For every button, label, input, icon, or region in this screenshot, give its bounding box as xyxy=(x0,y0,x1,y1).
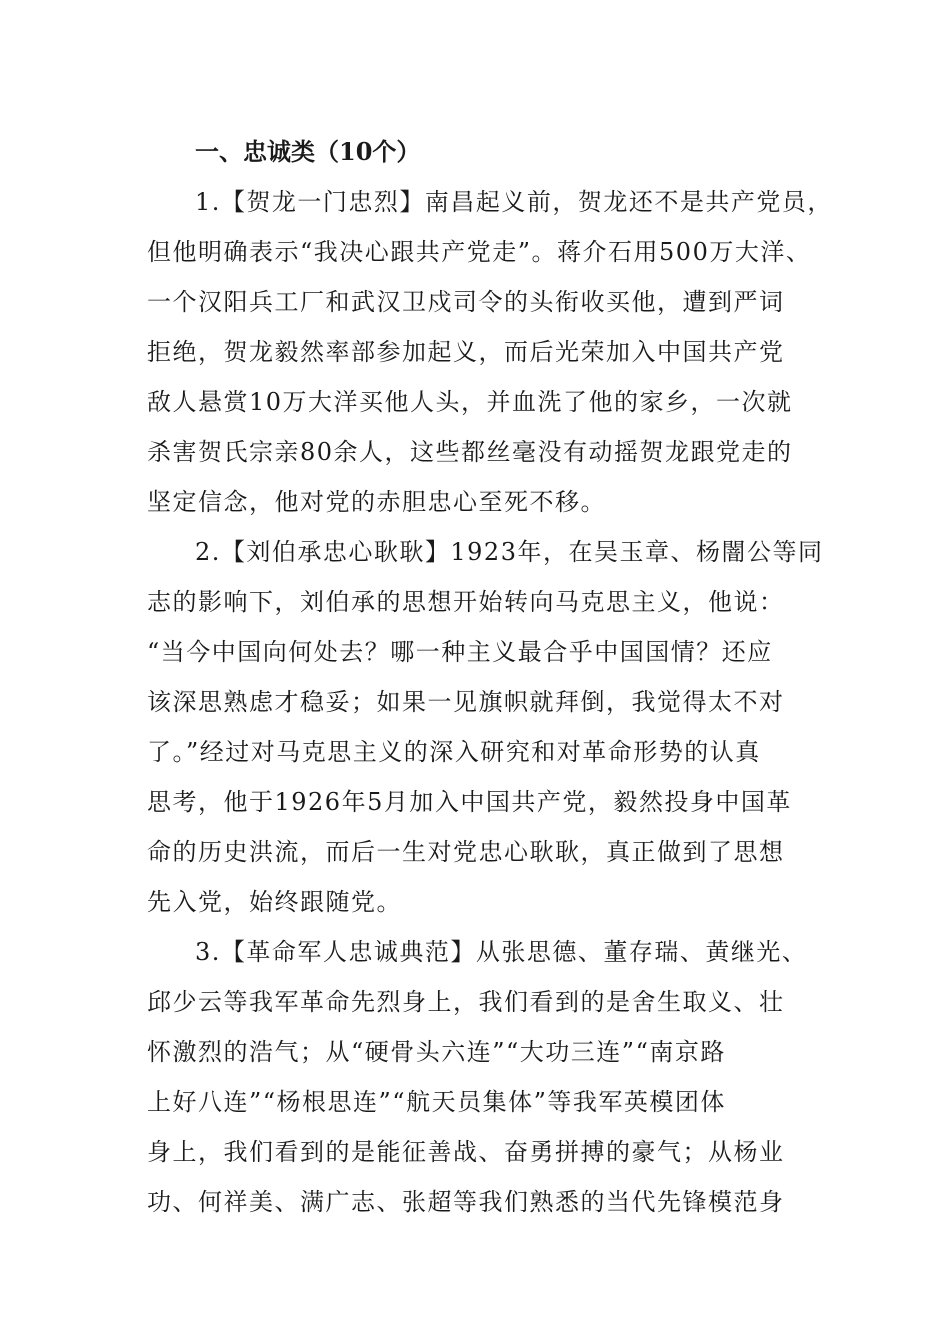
paragraph-line: 敌人悬赏10万大洋买他人头，并血洗了他的家乡，一次就 xyxy=(147,388,793,416)
paragraph-line: 思考，他于1926年5月加入中国共产党，毅然投身中国革 xyxy=(147,788,792,816)
paragraph-line: 该深思熟虑才稳妥；如果一见旗帜就拜倒，我觉得太不对 xyxy=(147,688,785,716)
paragraph-line: 先入党，始终跟随党。 xyxy=(147,888,402,916)
paragraph-line: 杀害贺氏宗亲80余人，这些都丝毫没有动摇贺龙跟党走的 xyxy=(147,438,793,466)
section-heading: 一、忠诚类（10个） xyxy=(195,137,421,166)
paragraph-line: 志的影响下，刘伯承的思想开始转向马克思主义，他说： xyxy=(147,588,785,616)
paragraph-line: 功、何祥美、满广志、张超等我们熟悉的当代先锋模范身 xyxy=(147,1188,785,1216)
paragraph-line: 但他明确表示“我决心跟共产党走”。蒋介石用500万大洋、 xyxy=(147,238,812,266)
paragraph-line: “当今中国向何处去？哪一种主义最合乎中国国情？还应 xyxy=(147,638,773,666)
paragraph-line: 2.【刘伯承忠心耿耿】1923年，在吴玉章、杨闇公等同 xyxy=(195,538,824,566)
paragraph-line: 身上，我们看到的是能征善战、奋勇拼搏的豪气；从杨业 xyxy=(147,1138,785,1166)
paragraph-line: 3.【革命军人忠诚典范】从张思德、董存瑞、黄继光、 xyxy=(195,938,808,966)
paragraph-line: 拒绝，贺龙毅然率部参加起义，而后光荣加入中国共产党 xyxy=(147,338,785,366)
paragraph-line: 坚定信念，他对党的赤胆忠心至死不移。 xyxy=(147,488,606,516)
paragraph-line: 邱少云等我军革命先烈身上，我们看到的是舍生取义、壮 xyxy=(147,988,785,1016)
paragraph-line: 怀激烈的浩气；从“硬骨头六连”“大功三连”“南京路 xyxy=(147,1038,726,1066)
paragraph-line: 了。”经过对马克思主义的深入研究和对革命形势的认真 xyxy=(147,738,761,766)
paragraph-line: 上好八连”“杨根思连”“航天员集体”等我军英模团体 xyxy=(147,1088,726,1116)
paragraph-line: 一个汉阳兵工厂和武汉卫戍司令的头衔收买他，遭到严词 xyxy=(147,288,785,316)
paragraph-line: 命的历史洪流，而后一生对党忠心耿耿，真正做到了思想 xyxy=(147,838,785,866)
paragraph-line: 1.【贺龙一门忠烈】南昌起义前，贺龙还不是共产党员， xyxy=(195,188,833,216)
